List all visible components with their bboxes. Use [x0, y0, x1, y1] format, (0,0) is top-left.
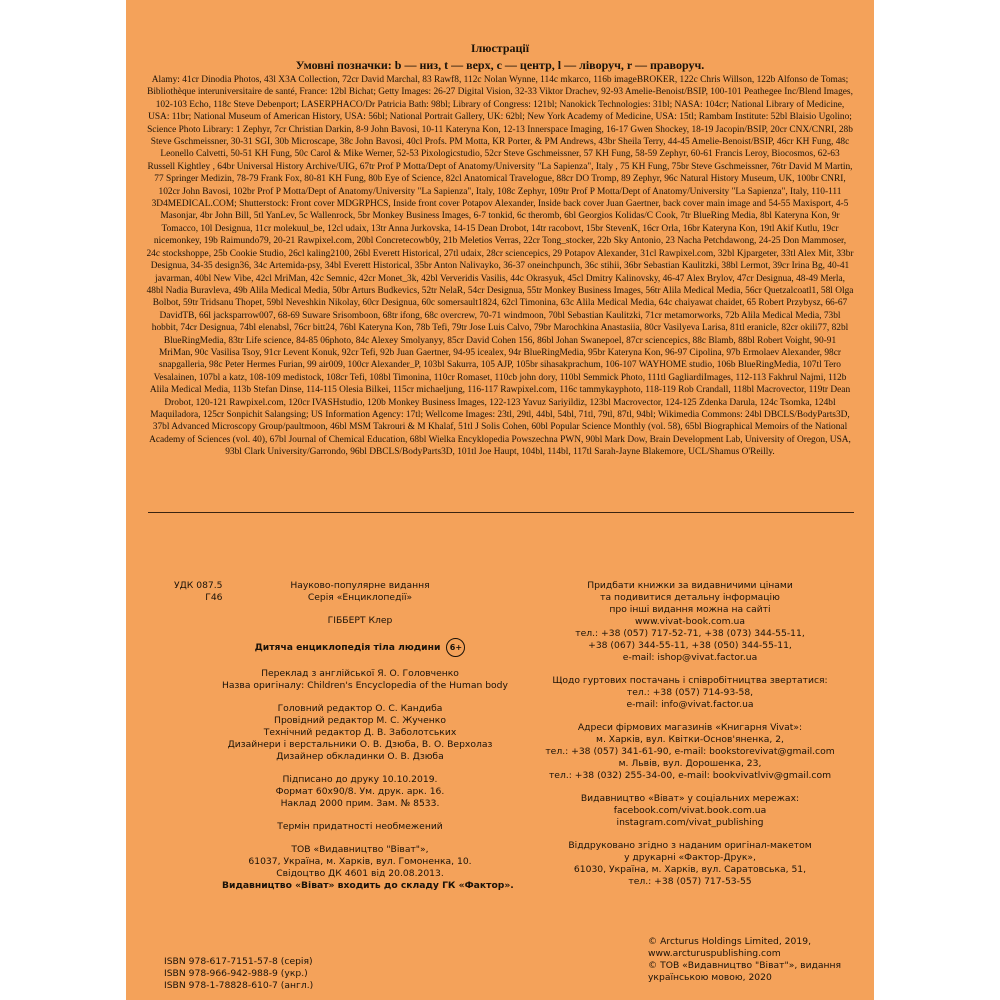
printed-line: у друкарні «Фактор-Друк»,: [624, 852, 756, 863]
credits-legend: Умовні позначки: b — низ, t — верх, c — центр, l — ліворуч, r — праворуч.: [295, 58, 705, 72]
isbn-line: ISBN 978-617-7151-57-8 (серія): [164, 956, 313, 967]
printed-line: тел.: +38 (057) 717-53-55: [628, 876, 752, 887]
social-facebook: facebook.com/vivat.book.com.ua: [613, 805, 767, 816]
book-title: Дитяча енциклопедія тіла людини: [254, 642, 441, 653]
stores-line: Адреси фірмових магазинів «Книгарня Vivat»:: [577, 722, 803, 733]
title-row: [255, 638, 466, 657]
genre-line: Серія «Енциклопедії»: [307, 592, 413, 603]
editor-line: Технічний редактор Д. В. Заболотських: [263, 727, 457, 738]
isbn-line: ISBN 978-966-942-988-9 (укр.): [164, 968, 308, 979]
copyright-line: www.arcturuspublishing.com: [648, 948, 781, 959]
editor-line: Головний редактор О. С. Кандиба: [277, 703, 443, 714]
stores-line: тел.: +38 (032) 255-34-00, e-mail: bookvivatlviv@gmail.com: [548, 770, 832, 781]
printed-line: 61030, Україна, м. Харків, вул. Саратовська, 51,: [573, 864, 807, 875]
wholesale-line: Щодо гуртових постачань і співробітництва звертатися:: [552, 675, 828, 686]
buy-line: та подивитися детальну інформацію: [600, 592, 780, 603]
udk-block: [174, 580, 223, 604]
publisher-line: 61037, Україна, м. Харків, вул. Гомоненка, 10.: [248, 856, 472, 867]
author: ГІББЕРТ Клер: [327, 615, 393, 626]
translation-line: Переклад з англійської Я. О. Головченко: [261, 668, 459, 679]
wholesale-line: тел.: +38 (057) 714-93-58,: [626, 687, 754, 698]
stores-line: м. Львів, вул. Дорошенка, 23,: [618, 758, 762, 769]
publisher-line: ТОВ «Видавництво "Віват"»,: [291, 844, 429, 855]
isbn-line: ISBN 978-1-78828-610-7 (англ.): [164, 980, 314, 991]
copyright-line: українською мовою, 2020: [648, 972, 772, 983]
printed-line: Віддруковано згідно з наданим оригінал-макетом: [568, 840, 812, 851]
udk-line: Г46: [205, 592, 223, 603]
print-line: Наклад 2000 прим. Зам. № 8533.: [280, 798, 440, 809]
copyright-line: © Arcturus Holdings Limited, 2019,: [648, 936, 811, 947]
publisher-group: Видавництво «Віват» входить до складу ГК «Фактор».: [222, 880, 514, 891]
print-line: Формат 60х90/8. Ум. друк. арк. 16.: [275, 786, 445, 797]
credits-body: Alamy: 41cr Dinodia Photos, 43l X3A Collection, 72cr David Marchal, 83 Rawf8, 112c Nolan Wynne, 114c mkarco, 116b imageBROKER, 122c Chris Willson, 122b Alfonso de Tomas; Bibliothèque interuniversitaire de santé, France: 12bl Bichat; Getty Images: 26-27 Digital Vision, 32-33 Viktor Drachev, 92-93 Amelie-Benoist/BSIP, 100-101 Peathegee Inc/Blend Images, 102-103 Echo, 118c Steve Debenport; LASERPHACO/Dr Patricia Bath: 98bl; Library of Congress: 121bl; Nanokick Technologies: 31bl; NASA: 104cr; National Library of Medicine, USA: 11br; National Museum of American History, USA: 56bl; National Portrait Gallery, UK: 62bl; New York Academy of Medicine, USA: 15tl; Rambam Institute: 52bl Blaisio Ugolino; Science Photo Library: 1 Zephyr, 7cr Christian Darkin, 8-9 John Bavosi, 10-11 Kateryna Kon, 12-13 Innerspace Imaging, 16-17 Gwen Shockey, 18-19 Jacopin/BSIP, 20cr CNX/CNRI, 28b Steve Gschmeissner, 30-31 SGI, 30b Microscape, 38c John Bavosi, 40cl Profs. PM Motta, KR Porter, & PM Andrews, 43br Sheila Terry, 44-45 Amelie-Benoist/BSIP, 46cr KH Fung, 48c Leonello Calvetti, 50-51 KH Fung, 50c Carol & Mike Werner, 52-53 Pixologicstudio, 52cr Steve Gschmeissner, 57 KH Fung, 58-59 Zephyr, 60-61 Francis Leroy, Biocosmos, 62-63 Russell Kightley , 64br Universal History Archive/UIG, 67tr Prof P Motta/Dept of Anatomy/University "La Sapienza", Italy , 75 KH Fung, 75br Steve Gschmeissner, 76tr David M Martin, 77 Springer Medizin, 78-79 Frank Fox, 80-81 KH Fung, 80b Eye of Science, 82cl Anatomical Travelogue, 88cr DO Tromp, 89 Zephyr, 96c Natural History Museum, UK, 100br CNRI, 102cr John Bavosi, 102br Prof P Motta/Dept of Anatomy/University "La Sapienza", Italy, 108c Zephyr, 109tr Prof P Motta/Dept of Anatomy/University "La Sapienza", Italy, 110-111 3D4MEDICAL.COM; Shutterstock: Front cover MDGRPHCS, Inside front cover Potapov Alexander, Inside back cover Juan Gaertner, back cover main image and 54-55 Maxisport, 4-5 Masonjar, 4br John Bill, 5tl YanLev, 5c Wallenrock, 5br Monkey Business Images, 6-7 tonkid, 6c theromb, 6bl Georgios Kolidas/C Cook, 7tr BlueRing Media, 8bl Kateryna Kon, 9r Tomacco, 10l Designua, 11cr molekuul_be, 12cl udaix, 13tr Anna Jurkovska, 14-15 Dean Drobot, 14tr racobovt, 15br StevenK, 16cr Orla, 16br Kateryna Kon, 19tl Akif Kutlu, 19cr nicemonkey, 19b Raimundo79, 20-21 Rawpixel.com, 20bl Concretecowb0y, 21b Meletios Verras, 22cr Tong_stocker, 22b Sky Antonio, 23 Nacha Petchdawong, 24-25 Don Mammoser, 24c stockshoppe, 25b Cookie Studio, 26cl kaling2100, 26bl Everett Historical, 27tl udaix, 28cr sciencepics, 29 Potapov Alexander, 31cl Rawpixel.com, 32bl Kjpargeter, 33tl Alex Mit, 33br Designua, 34-35 design36, 34c Artemida-psy, 34bl Everett Historical, 35br Anton Nalivayko, 36-37 oneinchpunch, 36c stihii, 36br Sebastian Kaulitzki, 38bl Lermot, 39cr Irina Bg, 40-41 javarman, 40bl New Vibe, 42cl MriMan, 42c Semnic, 42cr Monet_3k, 42bl Ververidis Vasilis, 44c Okrasyuk, 45cl Dmitry Kalinovsky, 46-47 Alex Brylov, 47cr Designua, 48-49 Merla, 48bl Nadia Buravleva, 49b Alila Medical Media, 50br Arturs Budkevics, 52tr NelaR, 54cr Designua, 55tr Monkey Business Images, 56tr Alila Medical Media, 56cr Quetzalcoatl1, 58l Olga Bolbot, 59tr Tridsanu Thopet, 59bl Neveshkin Nikolay, 60cr Designua, 60c somersault1824, 62cl Timonina, 63c Alila Medical Media, 64c chaiyawat chaidet, 65 Robert Przybysz, 66-67 DavidTB, 66l jacksparrow007, 68-69 Suware Srisomboon, 68tr ifong, 68c overcrew, 70-71 windmoon, 70bl Sebastian Kaulitzki, 71cr metamorworks, 72b Alila Medical Media, 73bl hobbit, 74cr Designua, 74bl elenabsl, 76cr bitt24, 76bl Kateryna Kon, 78b Tefi, 79tr Jose Luis Calvo, 79br Marochkina Anastasiia, 80cr Vasilyeva Larisa, 81tl eranicle, 82cr okili77, 82bl BlueRingMedia, 83tr Life science, 84-85 06photo, 84c Alexey Smolyanyy, 85cr David Cohen 156, 86bl Johan Swanepoel, 87cr sciencepics, 88c Blamb, 88bl Robert Voight, 90-91 MriMan, 90c Vasilisa Tsoy, 91cr Levent Konuk, 92cr Tefi, 92b Juan Gaertner, 94-95 icealex, 94r BlueRingMedia, 95br Kateryna Kon, 96-97 Cipolina, 97b Ermolaev Alexander, 98cr snapgalleria, 98c Peter Hermes Furian, 99 air009, 100cr Alexander_P, 103bl Sakurra, 105 AJP, 105br sihasakprachum, 106-107 WAYHOME studio, 106b BlueRingMedia, 107tl Tero Vesalainen, 107bl a katz, 108-109 medistock, 108cr Tefi, 108bl Timonina, 110cr Romaset, 110cb john dory, 110bl Semmick Photo, 111tl GagliardiImages, 112-113 Fakhrul Najmi, 112b Alila Medical Media, 113b Stefan Dinse, 114-115 Olesia Bilkei, 115cr michaeljung, 116-117 Rawpixel.com, 116c tammykayphoto, 118-119 Rob Crandall, 118bl Macrovector, 119tr Dean Drobot, 120-121 Rawpixel.com, 120cr IVASHstudio, 120b Monkey Business Images, 122-123 Yavuz Sariyildiz, 123bl Macrovector, 124-125 Zdenka Darula, 124c Tsomka, 124bl Maquiladora, 125cr Sonpichit Salangsing; US Information Agency: 17tl; Wellcome Images: 23tl, 29tl, 44bl, 54bl, 71tl, 79tl, 87tl, 94bl; Wikimedia Commons: 24bl DBCLS/BodyParts3D, 37bl Advanced Microscopy Group/paultmoon, 46bl MSM Takrouri & M Khalaf, 51tl J Solis Cohen, 60bl Popular Science Monthly (vol. 58), 65bl Biographical Memoirs of the National Academy of Sciences (vol. 40), 67bl Journal of Chemical Education, 68bl Wielka Encyklopedia Powszechna PWN, 90bl Mark Dow, Brain Development Lab, University of Oregon, USA, 93bl Clark University/Garrondo, 96bl DBCLS/BodyParts3D, 101tl Joe Haupt, 104bl, 114bl, 117tl Sarah-Jayne Blakemore, UCL/Shamus O'Reilly.: [146, 75, 854, 458]
social-instagram: instagram.com/vivat_publishing: [616, 817, 764, 828]
buy-email: e-mail: ishop@vivat.factor.ua: [622, 652, 758, 663]
editor-line: Провідний редактор М. С. Жученко: [274, 715, 446, 726]
book-page: [126, 0, 874, 1000]
stores-line: тел.: +38 (057) 341-61-90, e-mail: bookstorevivat@gmail.com: [545, 746, 835, 757]
buy-line: Придбати книжки за видавничими цінами: [587, 580, 793, 591]
credits-title: Ілюстрації: [470, 41, 530, 55]
editor-line: Дизайнер обкладинки О. В. Дзюба: [276, 751, 444, 762]
editor-line: Дизайнери і верстальники О. В. Дзюба, В. О. Верхолаз: [227, 739, 493, 750]
imprint-center: [222, 580, 514, 892]
publisher-line: Свідоцтво ДК 4601 від 20.08.2013.: [276, 868, 444, 879]
imprint-right: [518, 580, 862, 888]
isbn-block: [164, 956, 313, 992]
shelf-life: Термін придатності необмежений: [277, 821, 443, 832]
udk-line: УДК 087.5: [174, 580, 223, 591]
buy-line: тел.: +38 (057) 717-52-71, +38 (073) 344-55-11,: [575, 628, 805, 639]
divider: [148, 512, 854, 513]
buy-line: про інші видання можна на сайті: [609, 604, 771, 615]
copyright-block: [648, 936, 841, 984]
buy-line: +38 (067) 344-55-11, +38 (050) 344-55-11,: [588, 640, 792, 651]
social-line: Видавництво «Віват» у соціальних мережах:: [580, 793, 800, 804]
copyright-line: © ТОВ «Видавництво "Віват"», видання: [648, 960, 842, 971]
wholesale-email: e-mail: info@vivat.factor.ua: [626, 699, 754, 710]
age-badge: 6+: [446, 638, 465, 657]
stores-line: м. Харків, вул. Квітки-Основ'яненка, 2,: [596, 734, 784, 745]
genre-line: Науково-популярне видання: [290, 580, 430, 591]
translation-line: Назва оригіналу: Children's Encyclopedia of the Human body: [222, 680, 508, 691]
print-line: Підписано до друку 10.10.2019.: [282, 774, 438, 785]
website: www.vivat-book.com.ua: [635, 616, 745, 627]
